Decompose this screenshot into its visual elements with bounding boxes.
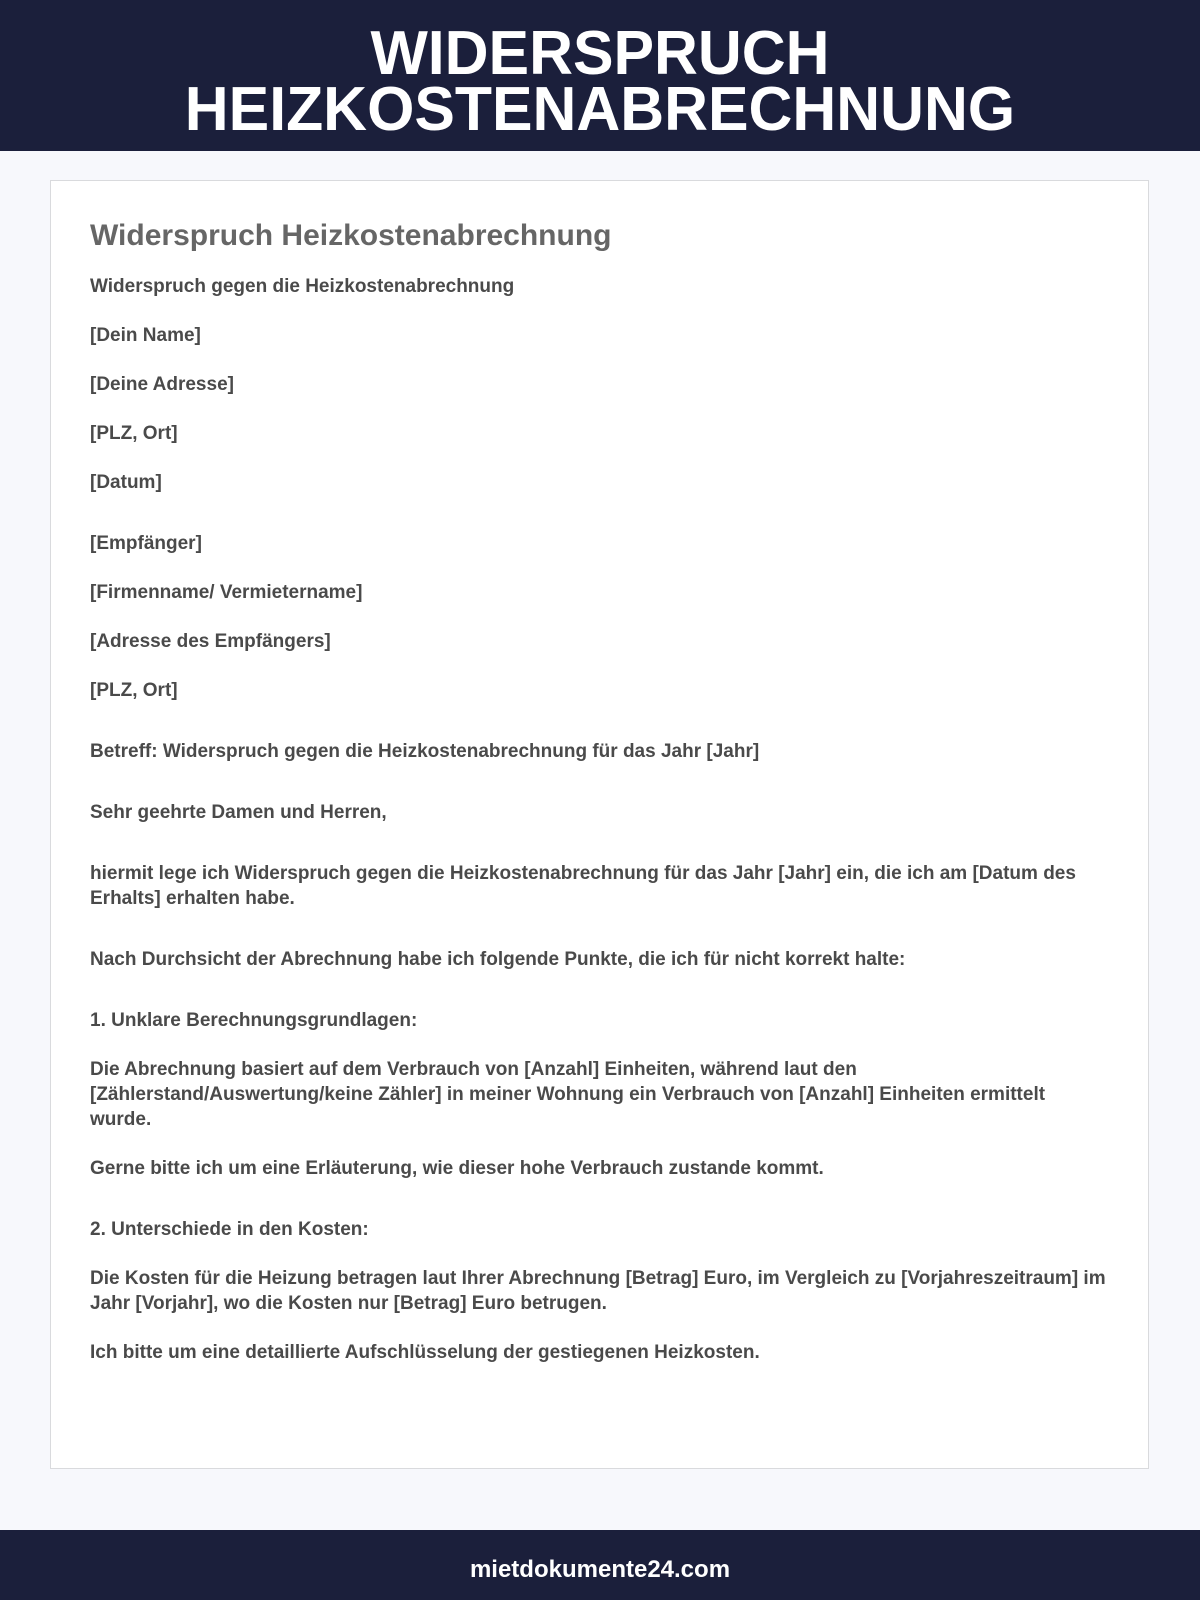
recipient-company: [Firmenname/ Vermietername] [90, 582, 363, 603]
recipient-address: [Adresse des Empfängers] [90, 631, 331, 652]
subject-line: Betreff: Widerspruch gegen die Heizkostenabrechnung für das Jahr [Jahr] [90, 741, 760, 762]
footer-site-link[interactable]: mietdokumente24.com [469, 1556, 731, 1583]
document-subject-heading: Widerspruch gegen die Heizkostenabrechnung [90, 276, 515, 297]
intro-paragraph: hiermit lege ich Widerspruch gegen die Heizkostenabrechnung für das Jahr [Jahr] ein, die ich am [Datum des Erhalts] erhalten habe. [90, 863, 1076, 909]
point-2-request: Ich bitte um eine detaillierte Aufschlüsselung der gestiegenen Heizkosten. [90, 1342, 760, 1363]
document-card [50, 180, 1149, 1469]
sender-name: [Dein Name] [90, 325, 201, 346]
page-header [0, 0, 1200, 151]
date: [Datum] [90, 472, 162, 493]
point-1-request: Gerne bitte ich um eine Erläuterung, wie dieser hohe Verbrauch zustande kommt. [90, 1158, 824, 1179]
recipient-city: [PLZ, Ort] [90, 680, 178, 701]
header-title [12, 0, 1188, 144]
header-title-line1: WIDERSPRUCH [370, 19, 830, 88]
point-2-body: Die Kosten für die Heizung betragen laut Ihrer Abrechnung [Betrag] Euro, im Vergleich zu [Vorjahreszeitraum] im Jahr [Vorjahr], wo die Kosten nur [Betrag] Euro betrugen. [90, 1268, 1106, 1314]
document-title: Widerspruch Heizkostenabrechnung [90, 219, 612, 252]
page-footer [0, 1530, 1200, 1600]
sender-city: [PLZ, Ort] [90, 423, 178, 444]
point-2-heading: 2. Unterschiede in den Kosten: [90, 1219, 369, 1240]
salutation: Sehr geehrte Damen und Herren, [90, 802, 387, 823]
header-title-line2: HEIZKOSTENABRECHNUNG [184, 75, 1016, 144]
point-1-heading: 1. Unklare Berechnungsgrundlagen: [90, 1010, 418, 1031]
sender-address: [Deine Adresse] [90, 374, 234, 395]
point-1-body: Die Abrechnung basiert auf dem Verbrauch von [Anzahl] Einheiten, während laut den [Zählerstand/Auswertung/keine Zähler] in meiner Wohnung ein Verbrauch von [Anzahl] Einheiten ermittelt wurde. [90, 1059, 1046, 1130]
document-content [90, 218, 1110, 1365]
recipient: [Empfänger] [90, 533, 202, 554]
points-intro: Nach Durchsicht der Abrechnung habe ich folgende Punkte, die ich für nicht korrekt halte: [90, 949, 906, 970]
